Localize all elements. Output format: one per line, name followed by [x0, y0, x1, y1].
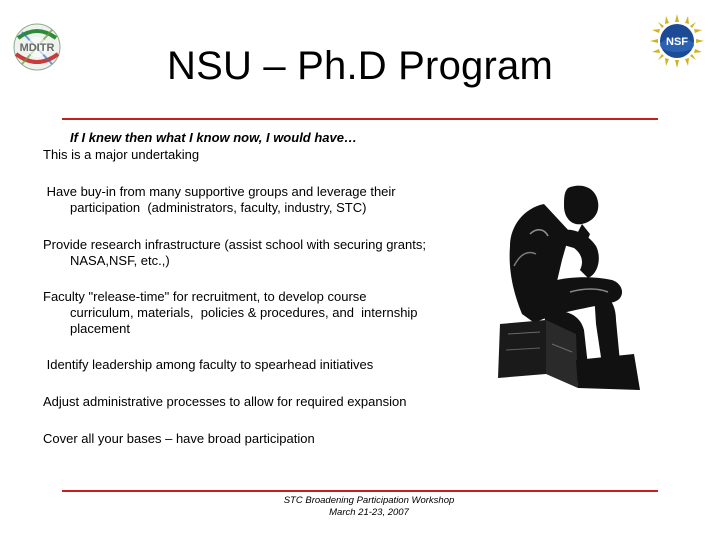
mditr-logo-text: MDITR: [19, 42, 55, 54]
paragraph-line: curriculum, materials, policies & procedures, and internship: [70, 305, 418, 320]
paragraph-leadership: [43, 357, 373, 373]
paragraph-line: NASA,NSF, etc.,): [70, 253, 170, 268]
thinker-statue-image: [484, 174, 680, 396]
paragraph-buy-in: [43, 184, 396, 216]
paragraph-infrastructure: [43, 237, 426, 269]
paragraph-line: Adjust administrative processes to allow for required expansion: [43, 394, 407, 409]
slide-title: NSU – Ph.D Program: [167, 44, 553, 88]
thinker-statue-icon: [484, 174, 680, 396]
paragraph-line: participation (administrators, faculty, industry, STC): [70, 200, 367, 215]
paragraph-line: This is a major undertaking: [43, 147, 200, 162]
paragraph-line: Have buy-in from many supportive groups and leverage their: [43, 184, 396, 199]
paragraph-line: placement: [70, 321, 130, 336]
paragraph-administrative: [43, 394, 406, 410]
footer-workshop-name: STC Broadening Participation Workshop: [283, 495, 455, 506]
paragraph-undertaking: [43, 147, 199, 163]
paragraph-line: Faculty "release-time" for recruitment, to develop course: [43, 289, 367, 304]
paragraph-broad-participation: [43, 431, 315, 447]
paragraph-line: Provide research infrastructure (assist school with securing grants;: [43, 237, 426, 252]
footer: [236, 495, 502, 519]
paragraph-release-time: [43, 289, 418, 337]
paragraph-line: Cover all your bases – have broad participation: [43, 431, 315, 446]
top-divider: [62, 118, 658, 120]
paragraph-line: Identify leadership among faculty to spearhead initiatives: [43, 357, 374, 372]
nsf-logo-text: NSF: [666, 36, 688, 48]
footer-dates: March 21-23, 2007: [329, 507, 409, 518]
bottom-divider: [62, 490, 658, 492]
slide-subtitle: If I knew then what I know now, I would have…: [70, 130, 357, 145]
